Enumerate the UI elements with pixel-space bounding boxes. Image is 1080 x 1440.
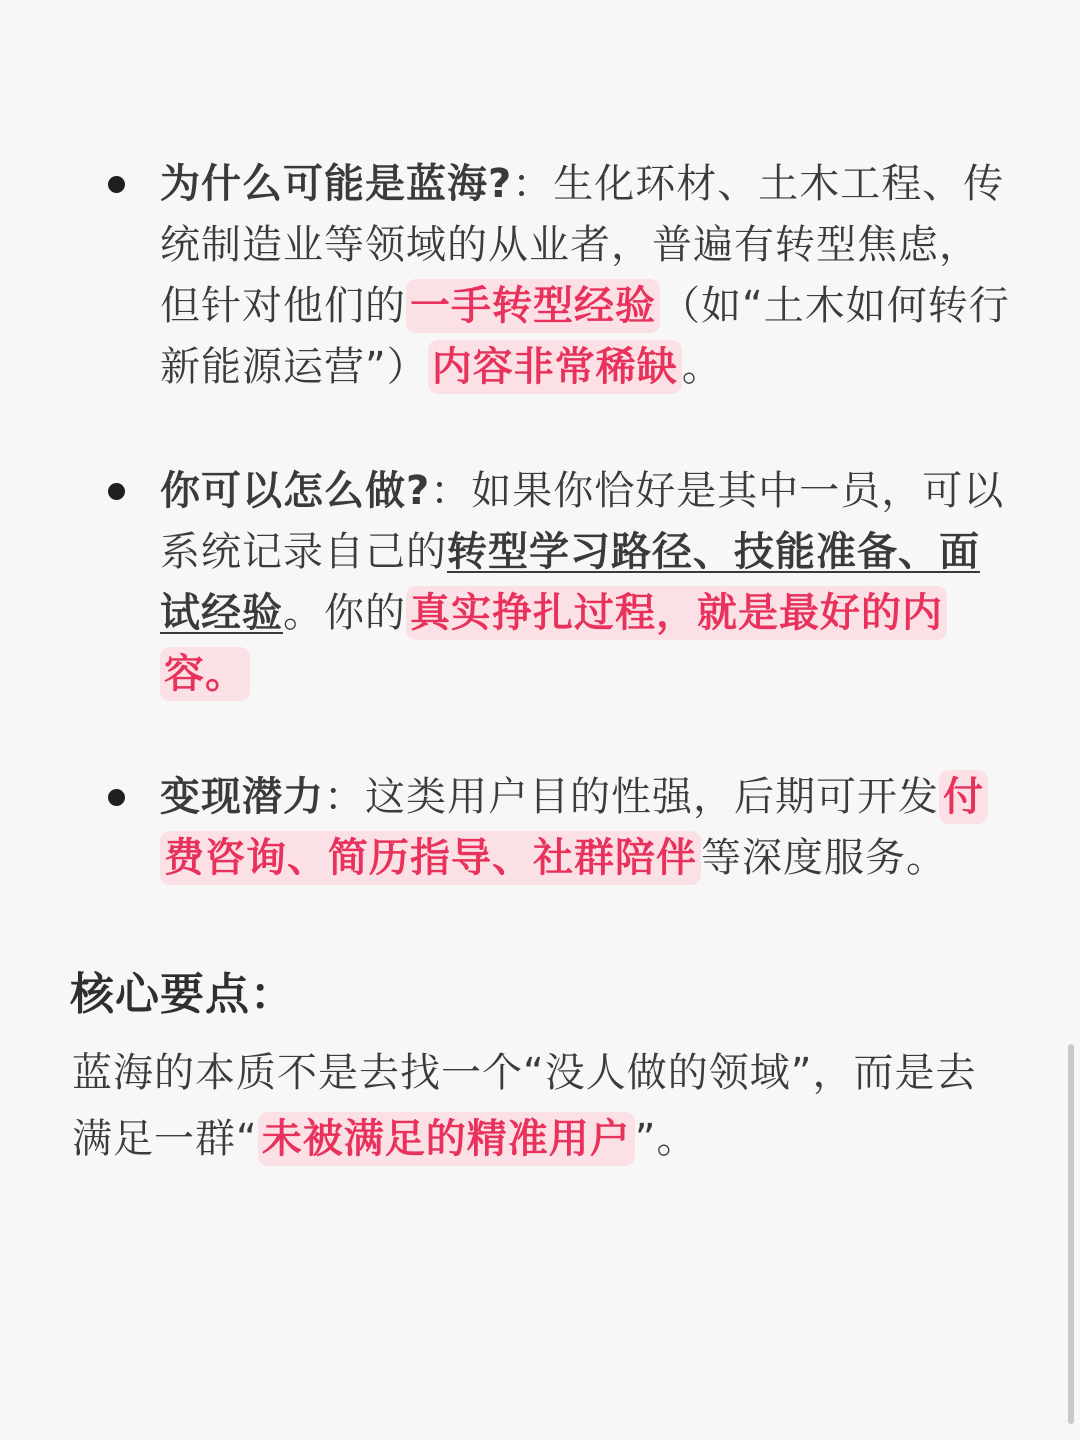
section-title: 核心要点：	[70, 969, 295, 1020]
highlight-text: 真实挣扎过程，就是最好的内容。	[160, 586, 947, 701]
bullet-separator: ：	[430, 468, 472, 514]
bullet-text: （如“土木如何转行新能源运营”）	[160, 283, 1010, 390]
bullet-text: 。你的	[283, 590, 406, 636]
bullet-text: 。	[681, 344, 723, 390]
highlight-text: 未被满足的精准用户	[258, 1112, 635, 1166]
highlight-text: 一手转型经验	[406, 279, 660, 333]
bullet-text: 如果你恰好是其中一员，可以系统记录自己的	[160, 468, 1005, 575]
bullet-label: 为什么可能是蓝海?	[160, 161, 513, 207]
bullet-dot-icon	[108, 789, 125, 806]
vertical-scrollbar[interactable]	[1068, 1044, 1074, 1424]
summary-text: ”。	[634, 1116, 698, 1162]
bullet-item-monetization	[160, 767, 1020, 889]
bullet-label: 你可以怎么做?	[160, 468, 431, 514]
bullet-text: 这类用户目的性强，后期可开发	[365, 774, 939, 820]
summary-paragraph	[72, 1040, 1012, 1172]
bullet-separator: ：	[324, 774, 365, 820]
bullet-dot-icon	[108, 483, 125, 500]
bullet-item-what-to-do	[160, 461, 1020, 705]
highlight-text: 内容非常稀缺	[428, 340, 682, 394]
bullet-text: 生化环材、土木工程、传统制造业等领域的从业者，普遍有转型焦虑，但针对他们的	[160, 161, 1005, 329]
bullet-separator: ：	[512, 161, 554, 207]
bullet-label: 变现潜力	[160, 774, 324, 820]
bullet-dot-icon	[108, 176, 125, 193]
underlined-text: 转型学习路径、技能准备、面试经验	[160, 529, 980, 636]
summary-text: 蓝海的本质不是去找一个“没人做的领域”，而是去满足一群“	[72, 1050, 977, 1162]
bullet-text: 等深度服务。	[701, 835, 947, 881]
bullet-item-why-blue-ocean	[160, 154, 1020, 398]
highlight-text: 付费咨询、简历指导、社群陪伴	[160, 770, 988, 885]
